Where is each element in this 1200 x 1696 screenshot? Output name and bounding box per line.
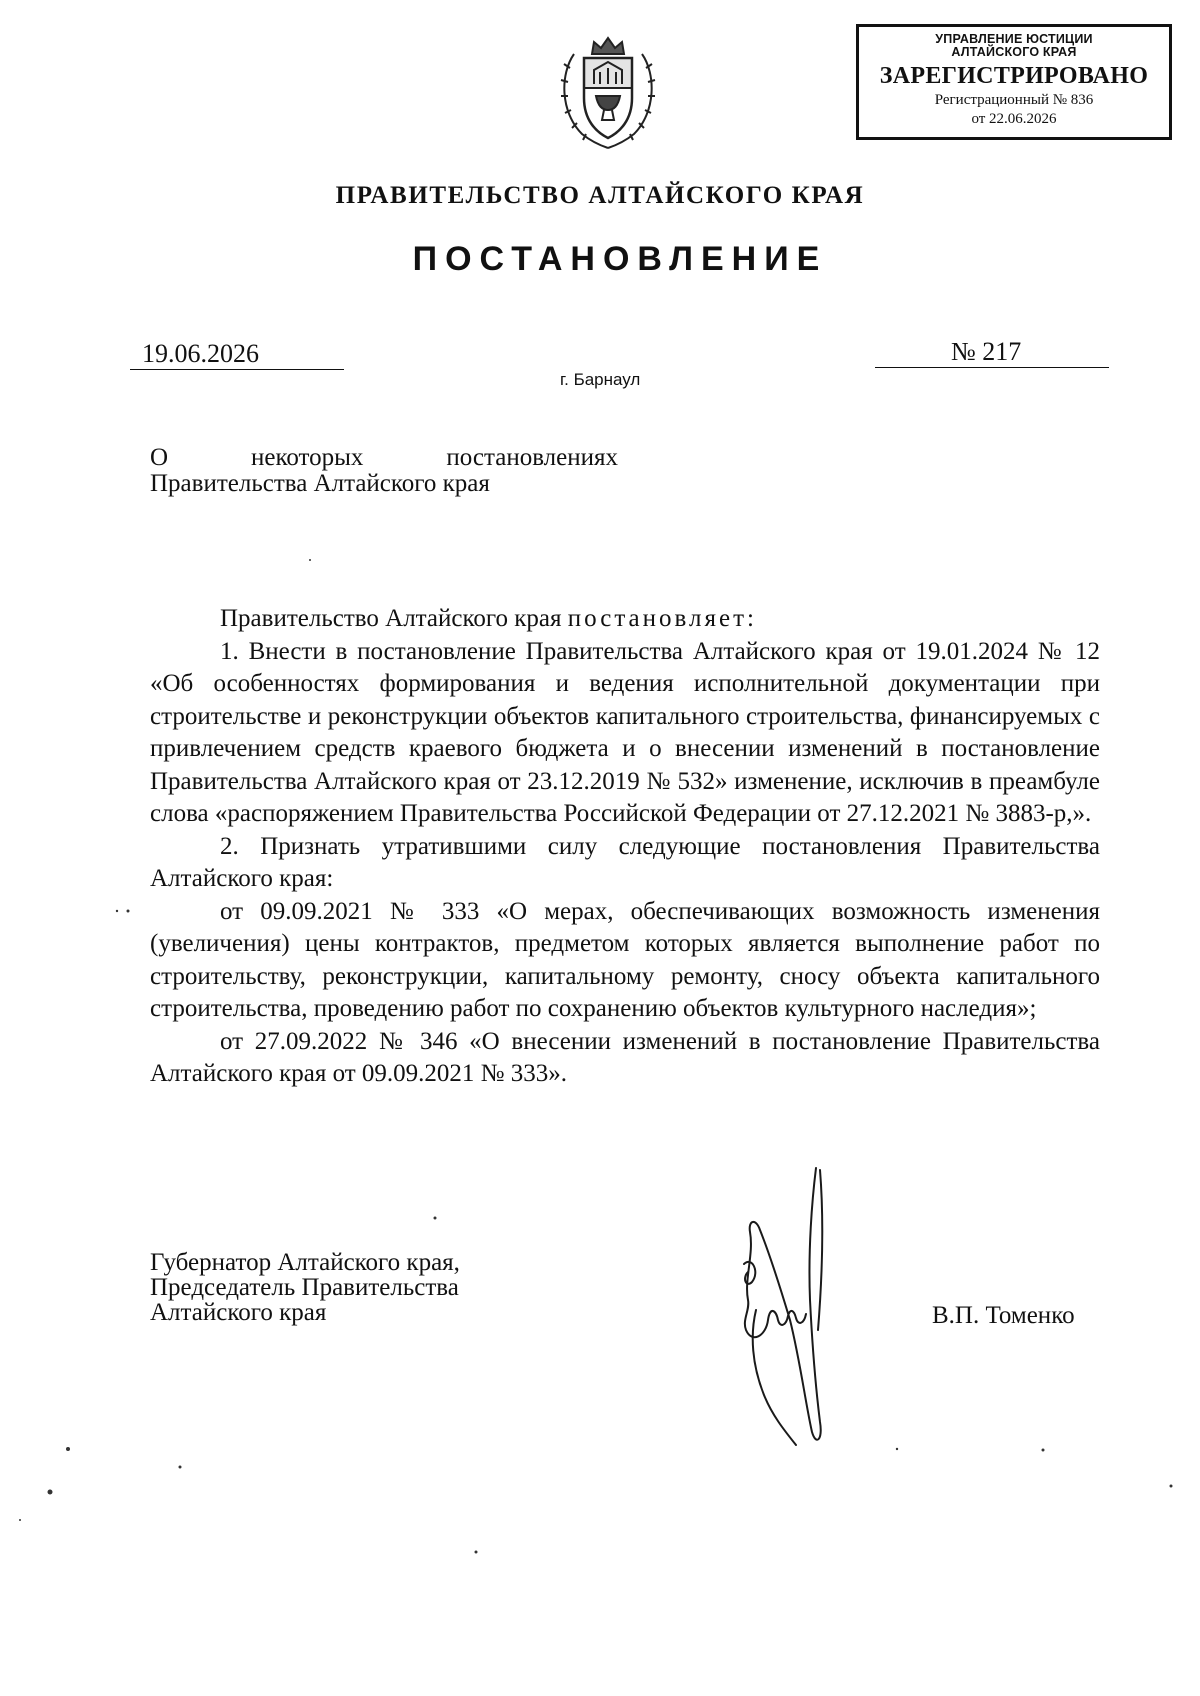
subject-word: некоторых xyxy=(251,444,364,471)
stamp-reg-number: Регистрационный № 836 xyxy=(934,92,1094,108)
stamp-org-line1: УПРАВЛЕНИЕ ЮСТИЦИИ xyxy=(935,32,1093,46)
signer-position-line1: Губернатор Алтайского края, xyxy=(150,1249,460,1276)
signer-name: В.П. Томенко xyxy=(932,1302,1075,1329)
document-subject xyxy=(150,445,618,497)
stamp-status: ЗАРЕГИСТРИРОВАНО xyxy=(879,63,1149,89)
government-title: ПРАВИТЕЛЬСТВО АЛТАЙСКОГО КРАЯ xyxy=(335,182,865,209)
subject-line1 xyxy=(150,445,618,471)
document-body xyxy=(150,603,1100,1091)
stamp-org-line2: АЛТАЙСКОГО КРАЯ xyxy=(951,45,1077,59)
handwritten-signature-icon xyxy=(720,1160,860,1460)
subject-word: О xyxy=(150,444,169,471)
intro-verb: постановляет: xyxy=(567,605,757,632)
body-intro xyxy=(150,603,1100,636)
signer-position xyxy=(150,1250,460,1325)
body-paragraph-4: от 27.09.2022 № 346 «О внесении изменений в постановление Правительства Алтайского края от 09.09.2021 № 333». xyxy=(150,1027,1100,1087)
subject-line2: Правительства Алтайского края xyxy=(150,470,490,497)
document-number: № 217 xyxy=(875,337,1109,368)
signer-position-line3: Алтайского края xyxy=(150,1299,327,1326)
coat-of-arms-icon xyxy=(556,34,660,152)
body-paragraph-2: 2. Признать утратившими силу следующие постановления Правительства Алтайского края: xyxy=(150,832,1100,892)
document-city: г. Барнаул xyxy=(560,370,641,389)
stamp-reg-date: от 22.06.2026 xyxy=(971,111,1057,127)
document-date: 19.06.2026 xyxy=(130,339,344,370)
signer-position-line2: Председатель Правительства xyxy=(150,1274,459,1301)
body-paragraph-1: 1. Внести в постановление Правительства Алтайского края от 19.01.2024 № 12 «Об особенностях формирования и ведения исполнительной документации при строительстве и реконструкции объектов капитального строительства, финансируемых с привлечением средств краевого бюджета и о внесении изменений в постановление Правительства Алтайского края от 23.12.2019 № 532» изменение, исключив в преамбуле слова «распоряжением Правительства Российской Федерации от 27.12.2021 № 3883-р,». xyxy=(150,637,1100,827)
body-paragraph-3: от 09.09.2021 № 333 «О мерах, обеспечивающих возможность изменения (увеличения) цены контрактов, предметом которых является выполнение работ по строительству, реконструкции, капитальному ремонту, сносу объекта капитального строительства, проведению работ по сохранению объектов культурного наследия»; xyxy=(150,897,1100,1022)
intro-lead: Правительство Алтайского края xyxy=(220,605,568,632)
subject-word: постановлениях xyxy=(446,444,618,471)
registration-stamp xyxy=(856,24,1172,140)
document-type-title: ПОСТАНОВЛЕНИЕ xyxy=(412,240,828,278)
